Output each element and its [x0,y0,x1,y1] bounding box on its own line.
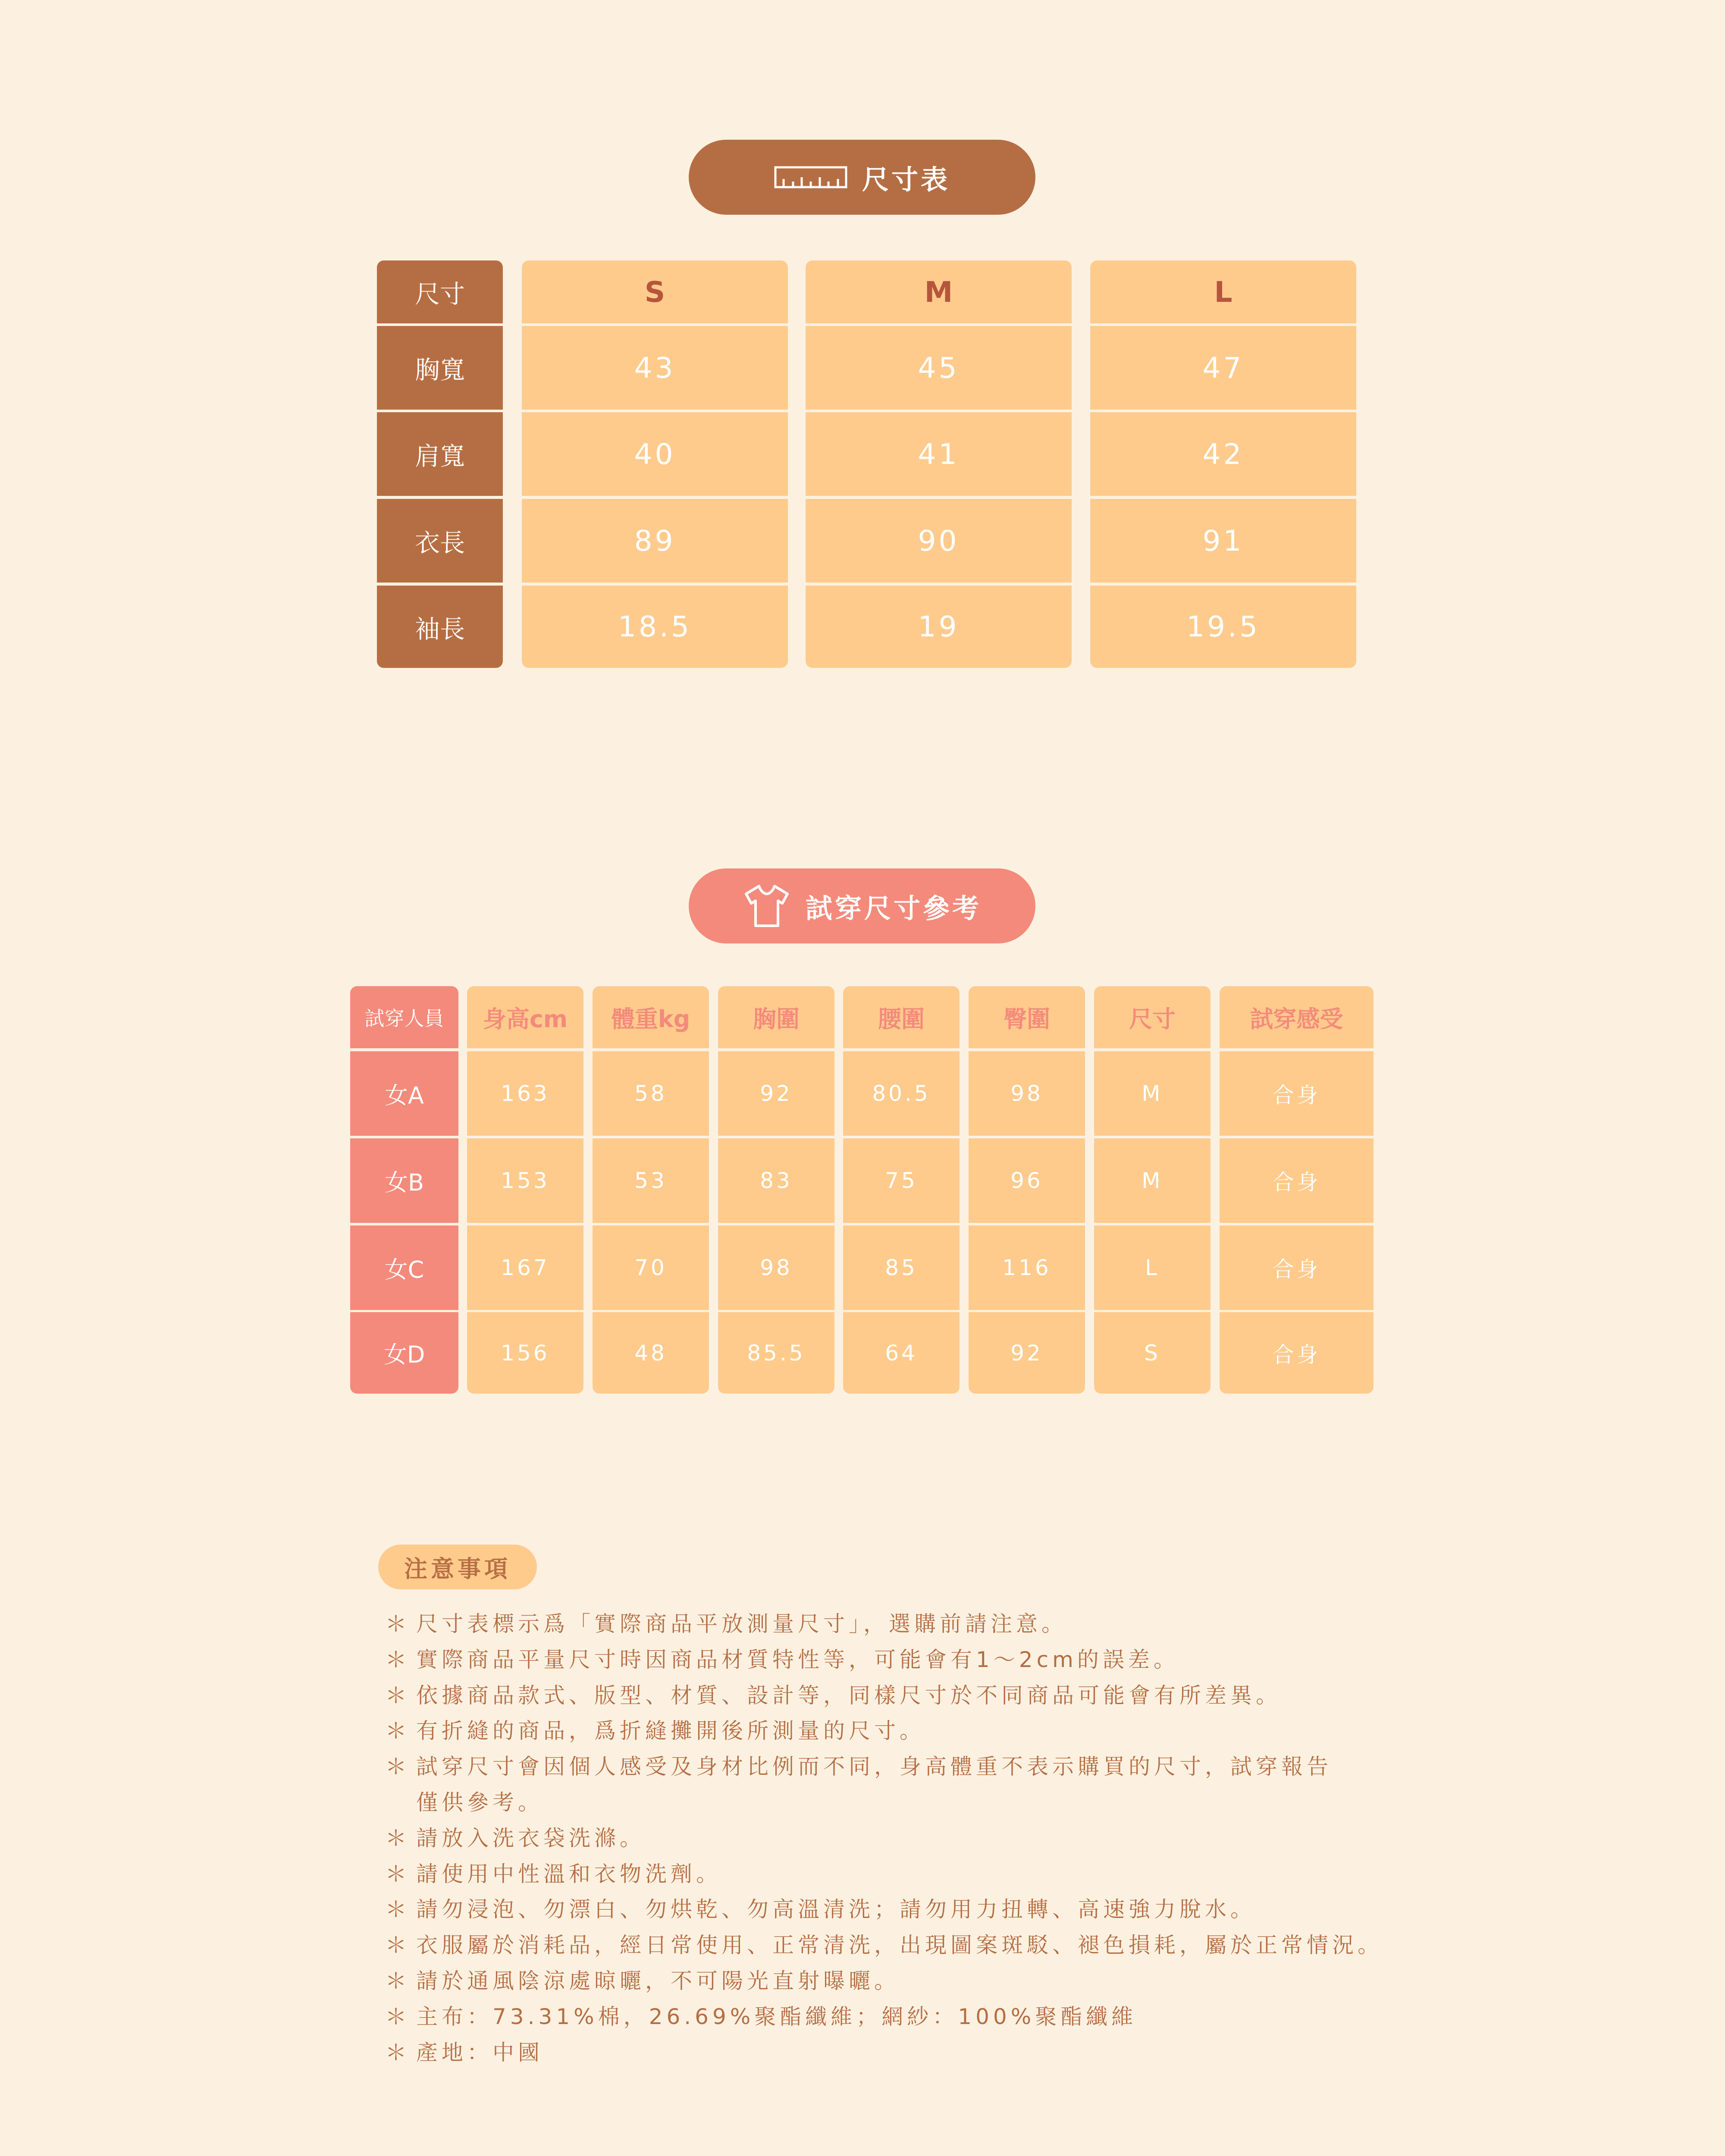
size-value-cell: 40 [522,412,788,496]
fit-value-cell: 85.5 [718,1312,834,1394]
size-chart-title-text: 尺寸表 [862,163,950,195]
note-text: 實際商品平量尺寸時因商品材質特性等，可能會有1～2cm的誤差。 [416,1647,1179,1672]
bullet-asterisk: ＊ [385,1647,411,1672]
size-value-cell: 18.5 [522,586,788,668]
fit-row-label: 女A [350,1051,458,1136]
bullet-asterisk: ＊ [385,1611,411,1636]
note-item [385,1999,1137,2031]
note-item [385,1749,1332,1780]
bullet-asterisk: ＊ [385,1718,411,1743]
fit-value-cell: 98 [718,1225,834,1310]
note-item [385,1678,1281,1709]
fit-value-cell: 96 [969,1138,1085,1223]
fit-header-cell: 試穿感受 [1220,986,1374,1048]
size-corner-label: 尺寸 [377,260,503,323]
size-header-cell: L [1090,260,1356,323]
size-value-cell: 91 [1090,499,1356,583]
fit-value-cell: 163 [467,1051,583,1136]
fit-header-cell: 臀圍 [969,986,1085,1048]
size-value-cell: 89 [522,499,788,583]
fit-value-cell: 53 [593,1138,709,1223]
note-item [385,1642,1179,1673]
fit-header-cell: 腰圍 [843,986,960,1048]
fit-value-cell: 85 [843,1225,960,1310]
note-item [385,1607,1067,1638]
fit-value-cell: 83 [718,1138,834,1223]
fit-value-cell: 合身 [1220,1225,1374,1310]
size-row-label: 肩寬 [377,412,503,496]
notes-title: 注意事項 [378,1545,537,1589]
note-text: 請勿浸泡、勿漂白、勿烘乾、勿高溫清洗；請勿用力扭轉、高速強力脫水。 [416,1897,1256,1922]
size-value-cell: 19 [806,586,1072,668]
tshirt-icon [743,884,791,928]
fit-value-cell: M [1094,1051,1211,1136]
size-row-label: 衣長 [377,499,503,583]
size-value-cell: 47 [1090,326,1356,410]
fit-header-cell: 胸圍 [718,986,834,1048]
note-item [385,2035,543,2066]
note-item [385,1857,721,1888]
fit-value-cell: 75 [843,1138,960,1223]
bullet-asterisk: ＊ [385,1683,411,1708]
size-value-cell: 19.5 [1090,586,1356,668]
size-value-cell: 42 [1090,412,1356,496]
fit-value-cell: 64 [843,1312,960,1394]
note-item [385,1714,925,1745]
size-header-cell: M [806,260,1072,323]
fit-row-label: 女D [350,1312,458,1394]
fit-value-cell: 48 [593,1312,709,1394]
fit-row-label: 女C [350,1225,458,1310]
note-text: 依據商品款式、版型、材質、設計等，同樣尺寸於不同商品可能會有所差異。 [416,1683,1281,1708]
fit-row-label: 女B [350,1138,458,1223]
fit-value-cell: M [1094,1138,1211,1223]
fit-value-cell: 80.5 [843,1051,960,1136]
note-text: 請使用中性溫和衣物洗劑。 [416,1861,721,1887]
bullet-asterisk: ＊ [385,1968,411,1993]
fit-chart-title-text: 試穿尺寸參考 [805,892,982,924]
note-item [416,1785,543,1816]
fit-header-cell: 體重kg [593,986,709,1048]
note-text: 試穿尺寸會因個人感受及身材比例而不同，身高體重不表示購買的尺寸，試穿報告 [416,1754,1332,1779]
note-text: 請放入洗衣袋洗滌。 [416,1826,645,1851]
fit-value-cell: 合身 [1220,1312,1374,1394]
bullet-asterisk: ＊ [385,2040,411,2065]
note-text: 衣服屬於消耗品，經日常使用、正常清洗，出現圖案斑駁、褪色損耗，屬於正常情況。 [416,1933,1383,1958]
size-value-cell: 45 [806,326,1072,410]
fit-header-cell: 尺寸 [1094,986,1211,1048]
bullet-asterisk: ＊ [385,1933,411,1958]
note-item [385,1821,645,1852]
note-item [385,1892,1256,1923]
note-text: 僅供參考。 [416,1790,543,1815]
fit-value-cell: 合身 [1220,1051,1374,1136]
fit-value-cell: 98 [969,1051,1085,1136]
fit-value-cell: 167 [467,1225,583,1310]
fit-corner-label: 試穿人員 [350,986,458,1048]
size-value-cell: 43 [522,326,788,410]
fit-value-cell: L [1094,1225,1211,1310]
size-value-cell: 90 [806,499,1072,583]
ruler-icon [774,166,847,188]
note-text: 有折縫的商品，爲折縫攤開後所測量的尺寸。 [416,1718,925,1743]
bullet-asterisk: ＊ [385,1826,411,1851]
bullet-asterisk: ＊ [385,1897,411,1922]
bullet-asterisk: ＊ [385,1861,411,1887]
size-row-label: 袖長 [377,586,503,668]
note-text: 產地：中國 [416,2040,543,2065]
size-chart-title [689,140,1035,215]
fit-header-cell: 身高cm [467,986,583,1048]
size-header-cell: S [522,260,788,323]
fit-value-cell: 70 [593,1225,709,1310]
size-value-cell: 41 [806,412,1072,496]
fit-value-cell: 92 [718,1051,834,1136]
size-row-label: 胸寬 [377,326,503,410]
fit-value-cell: 156 [467,1312,583,1394]
fit-value-cell: 92 [969,1312,1085,1394]
fit-value-cell: 153 [467,1138,583,1223]
note-item [385,1928,1383,1959]
fit-value-cell: S [1094,1312,1211,1394]
note-text: 主布：73.31%棉，26.69%聚酯纖維；網紗：100%聚酯纖維 [416,2004,1137,2029]
fit-value-cell: 116 [969,1225,1085,1310]
bullet-asterisk: ＊ [385,2004,411,2029]
note-text: 請於通風陰涼處晾曬，不可陽光直射曝曬。 [416,1968,900,1993]
note-item [385,1964,900,1995]
fit-value-cell: 合身 [1220,1138,1374,1223]
fit-chart-title [689,868,1035,943]
bullet-asterisk: ＊ [385,1754,411,1779]
fit-value-cell: 58 [593,1051,709,1136]
note-text: 尺寸表標示爲「實際商品平放測量尺寸」，選購前請注意。 [416,1611,1067,1636]
